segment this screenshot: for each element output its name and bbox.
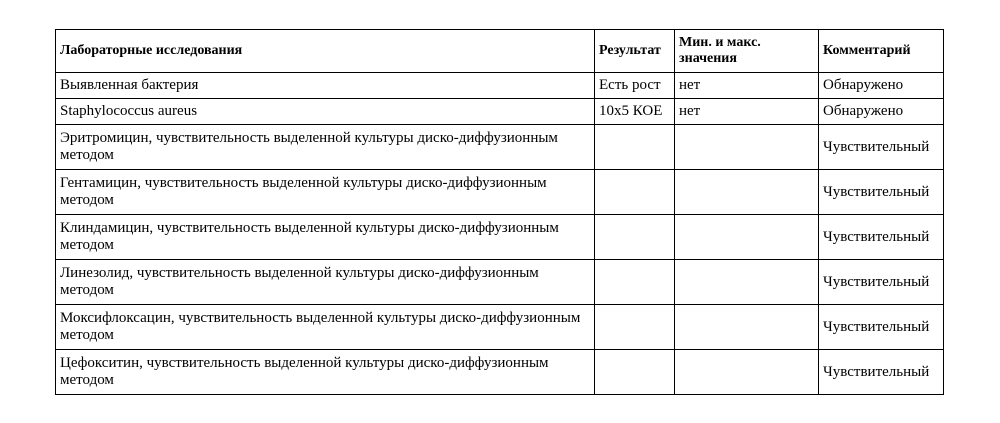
header-range: Мин. и макс. значения <box>675 30 819 73</box>
cell-range <box>675 125 819 170</box>
cell-range <box>675 305 819 350</box>
cell-comment: Обнаружено <box>819 99 944 125</box>
cell-result <box>595 305 675 350</box>
cell-test: Цефокситин, чувствительность выделенной культуры диско-диффузионным методом <box>56 350 595 395</box>
cell-comment: Чувствительный <box>819 305 944 350</box>
cell-result: 10x5 КОЕ <box>595 99 675 125</box>
header-test: Лабораторные исследования <box>56 30 595 73</box>
cell-comment: Чувствительный <box>819 215 944 260</box>
cell-range: нет <box>675 99 819 125</box>
header-result: Результат <box>595 30 675 73</box>
cell-range: нет <box>675 73 819 99</box>
table-row <box>56 215 944 260</box>
table-row <box>56 170 944 215</box>
cell-test: Эритромицин, чувствительность выделенной культуры диско-диффузионным методом <box>56 125 595 170</box>
cell-comment: Чувствительный <box>819 260 944 305</box>
cell-comment: Чувствительный <box>819 170 944 215</box>
table-row <box>56 73 944 99</box>
table-row <box>56 350 944 395</box>
cell-comment: Обнаружено <box>819 73 944 99</box>
cell-result <box>595 350 675 395</box>
table-row <box>56 125 944 170</box>
cell-range <box>675 170 819 215</box>
cell-test: Выявленная бактерия <box>56 73 595 99</box>
cell-result: Есть рост <box>595 73 675 99</box>
cell-range <box>675 215 819 260</box>
table-row <box>56 305 944 350</box>
cell-range <box>675 350 819 395</box>
lab-results-table <box>55 29 944 395</box>
cell-test: Моксифлоксацин, чувствительность выделенной культуры диско-диффузионным методом <box>56 305 595 350</box>
cell-comment: Чувствительный <box>819 350 944 395</box>
table-row <box>56 260 944 305</box>
cell-range <box>675 260 819 305</box>
table-header-row <box>56 30 944 73</box>
table-row <box>56 99 944 125</box>
cell-test: Гентамицин, чувствительность выделенной культуры диско-диффузионным методом <box>56 170 595 215</box>
cell-result <box>595 260 675 305</box>
header-comment: Комментарий <box>819 30 944 73</box>
cell-test: Клиндамицин, чувствительность выделенной культуры диско-диффузионным методом <box>56 215 595 260</box>
cell-test: Линезолид, чувствительность выделенной культуры диско-диффузионным методом <box>56 260 595 305</box>
cell-result <box>595 125 675 170</box>
cell-comment: Чувствительный <box>819 125 944 170</box>
cell-test: Staphylococcus aureus <box>56 99 595 125</box>
cell-result <box>595 170 675 215</box>
cell-result <box>595 215 675 260</box>
